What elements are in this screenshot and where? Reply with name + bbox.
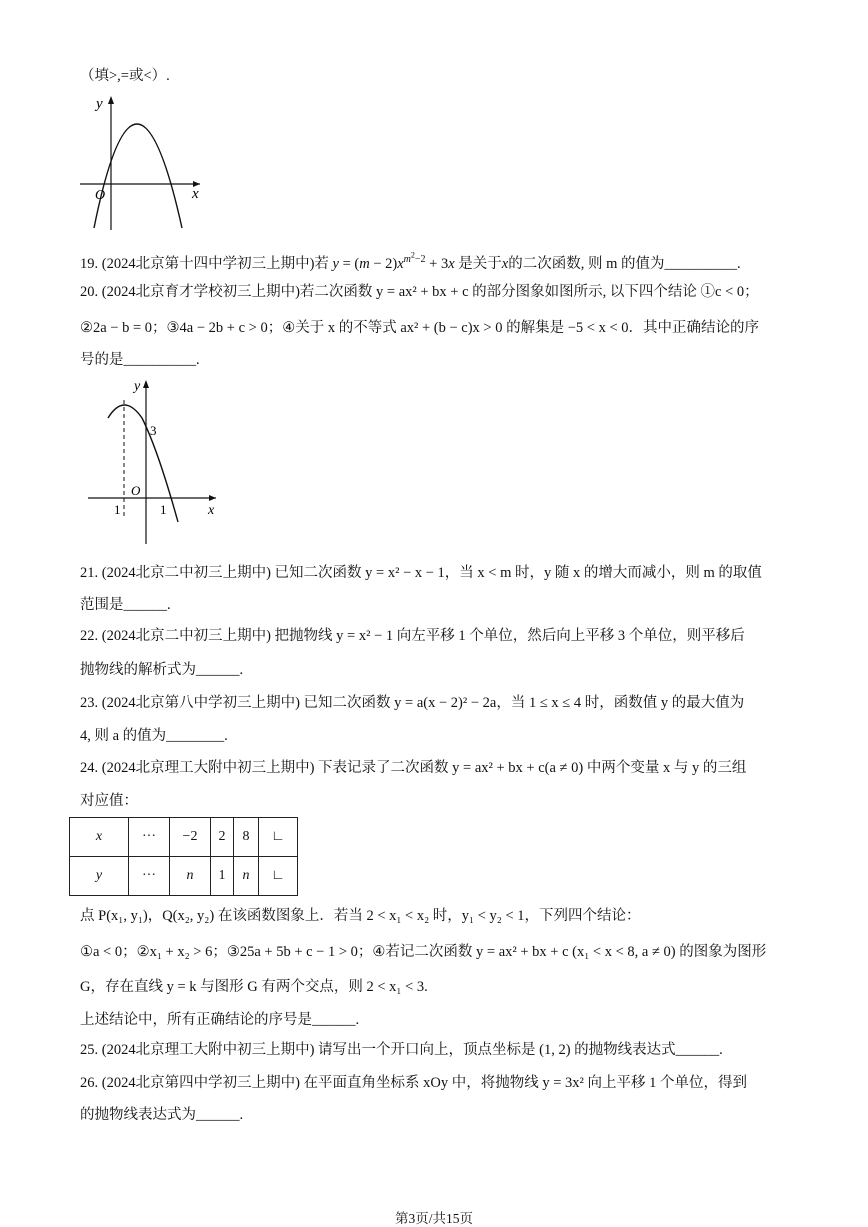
x-axis-label: x: [192, 186, 199, 202]
question-text: 在平面直角坐标系 xOy 中，将抛物线 y = 3x² 向上平移 1 个单位，得到: [303, 1075, 748, 1091]
fill-instruction: （填>,=或<）.: [80, 68, 170, 84]
question-source: (2024北京第八中学初三上期中): [101, 695, 300, 711]
table-cell: 8: [234, 818, 259, 857]
question-21-line-2: 范围是______.: [80, 597, 171, 613]
question-number: 21.: [80, 565, 99, 581]
question-22-line-2: 抛物线的解析式为______.: [80, 662, 244, 678]
question-text: 已知二次函数 y = a(x − 2)² − 2a，当 1 ≤ x ≤ 4 时，函数值 y 的最大值为: [303, 695, 745, 711]
question-text: 若二次函数 y = ax² + bx + c 的部分图象如图所示, 以下四个结论 ①c < 0；: [299, 284, 759, 300]
value-table: [69, 817, 298, 896]
variable: x: [501, 256, 509, 273]
question-24-line-5: G，存在直线 y = k 与图形 G 有两个交点，则 2 < x₁ < 3.: [80, 979, 428, 995]
question-source: (2024北京理工大附中初三上期中): [101, 1042, 315, 1058]
question-text: 请写出一个开口向上，顶点坐标是 (1, 2) 的抛物线表达式______.: [318, 1042, 723, 1058]
question-21-line-1: [80, 563, 762, 583]
table-row: [70, 857, 298, 896]
table-cell: ∟: [259, 818, 298, 857]
table-cell: 2: [211, 818, 234, 857]
table-cell: ···: [129, 818, 170, 857]
table-cell: ∟: [259, 857, 298, 896]
question-22-line-1: [80, 626, 745, 646]
question-24-line-2: 对应值：: [80, 793, 138, 809]
question-number: 25.: [80, 1042, 99, 1058]
y-axis-label: y: [134, 379, 141, 394]
question-23-line-2: 4, 则 a 的值为________.: [80, 728, 228, 744]
question-number: 22.: [80, 628, 99, 644]
question-23-line-1: [80, 693, 744, 713]
question-26-line-2: 的抛物线表达式为______.: [80, 1107, 244, 1123]
figure-parabola-2: [84, 376, 224, 548]
page-number: 第3页/共15页: [394, 1211, 473, 1226]
table-cell: ···: [129, 857, 170, 896]
question-25-line-1: [80, 1040, 723, 1060]
question-24-line-3: 点 P(x₁, y₁)，Q(x₂, y₂) 在该函数图象上．若当 2 < x₁ < x₂ 时，y₁ < y₂ < 1，下列四个结论：: [80, 908, 641, 924]
x-axis-arrow: [209, 495, 216, 501]
question-number: 26.: [80, 1075, 99, 1091]
question-number: 24.: [80, 760, 99, 776]
formula: y: [332, 256, 339, 273]
y-intercept-label: 3: [150, 423, 157, 438]
table-cell: −2: [170, 818, 211, 857]
question-number: 19.: [80, 256, 99, 273]
question-source: (2024北京理工大附中初三上期中): [101, 760, 315, 776]
table-cell: n: [234, 857, 259, 896]
question-number: 20.: [80, 284, 99, 300]
question-text: 的二次函数, 则 m 的值为__________.: [508, 256, 741, 273]
x-tick-label-positive: 1: [160, 502, 167, 517]
question-text: 已知二次函数 y = x² − x − 1，当 x < m 时，y 随 x 的增大而减小，则 m 的取值: [274, 565, 762, 581]
y-axis-label: y: [96, 96, 103, 112]
question-source: (2024北京第四中学初三上期中): [101, 1075, 300, 1091]
question-source: (2024北京第十四中学初三上期中): [101, 256, 315, 273]
question-24-line-6: 上述结论中，所有正确结论的序号是______.: [80, 1012, 360, 1028]
question-text: 是关于: [458, 256, 502, 273]
parabola-curve: [94, 124, 182, 228]
y-axis-arrow: [108, 96, 114, 104]
question-text: 把抛物线 y = x² − 1 向左平移 1 个单位，然后向上平移 3 个单位，则平移后: [274, 628, 745, 644]
figure-parabola-1: [76, 92, 206, 234]
question-number: 23.: [80, 695, 99, 711]
question-20-line-2: ②2a − b = 0；③4a − 2b + c > 0；④关于 x 的不等式 ax² + (b − c)x > 0 的解集是 −5 < x < 0．其中正确结论的序: [80, 320, 760, 336]
question-source: (2024北京二中初三上期中): [101, 565, 271, 581]
question-source: (2024北京二中初三上期中): [101, 628, 271, 644]
question-24-line-1: [80, 758, 746, 778]
y-axis-arrow: [143, 380, 149, 388]
question-24-line-4: ①a < 0；②x₁ + x₂ > 6；③25a + 5b + c − 1 > 0；④若记二次函数 y = ax² + bx + c (x₁ < x < 8, a ≠ 0) 的图象为图形: [80, 944, 767, 960]
question-26-line-1: [80, 1073, 747, 1093]
x-tick-label-negative: 1: [114, 502, 121, 517]
question-19: 19. (2024北京第十四中学初三上期中)若 $y = (m - 2)x^{m^2-2} + 3x$ 是关于x的二次函数, 则 m 的值为__________.: [80, 251, 741, 273]
table-cell: 1: [211, 857, 234, 896]
question-source: (2024北京育才学校初三上期中): [101, 284, 300, 300]
table-cell: x: [70, 818, 129, 857]
origin-label: O: [95, 188, 106, 203]
table-cell: n: [170, 857, 211, 896]
question-20-line-3: 号的是__________.: [80, 352, 200, 368]
table-cell: y: [70, 857, 129, 896]
question-20-line-1: [80, 282, 759, 302]
question-text: 下表记录了二次函数 y = ax² + bx + c(a ≠ 0) 中两个变量 x 与 y 的三组: [318, 760, 747, 776]
table-row: [70, 818, 298, 857]
question-text: 若: [314, 256, 329, 273]
x-axis-label: x: [208, 503, 215, 518]
origin-label: O: [131, 483, 141, 498]
